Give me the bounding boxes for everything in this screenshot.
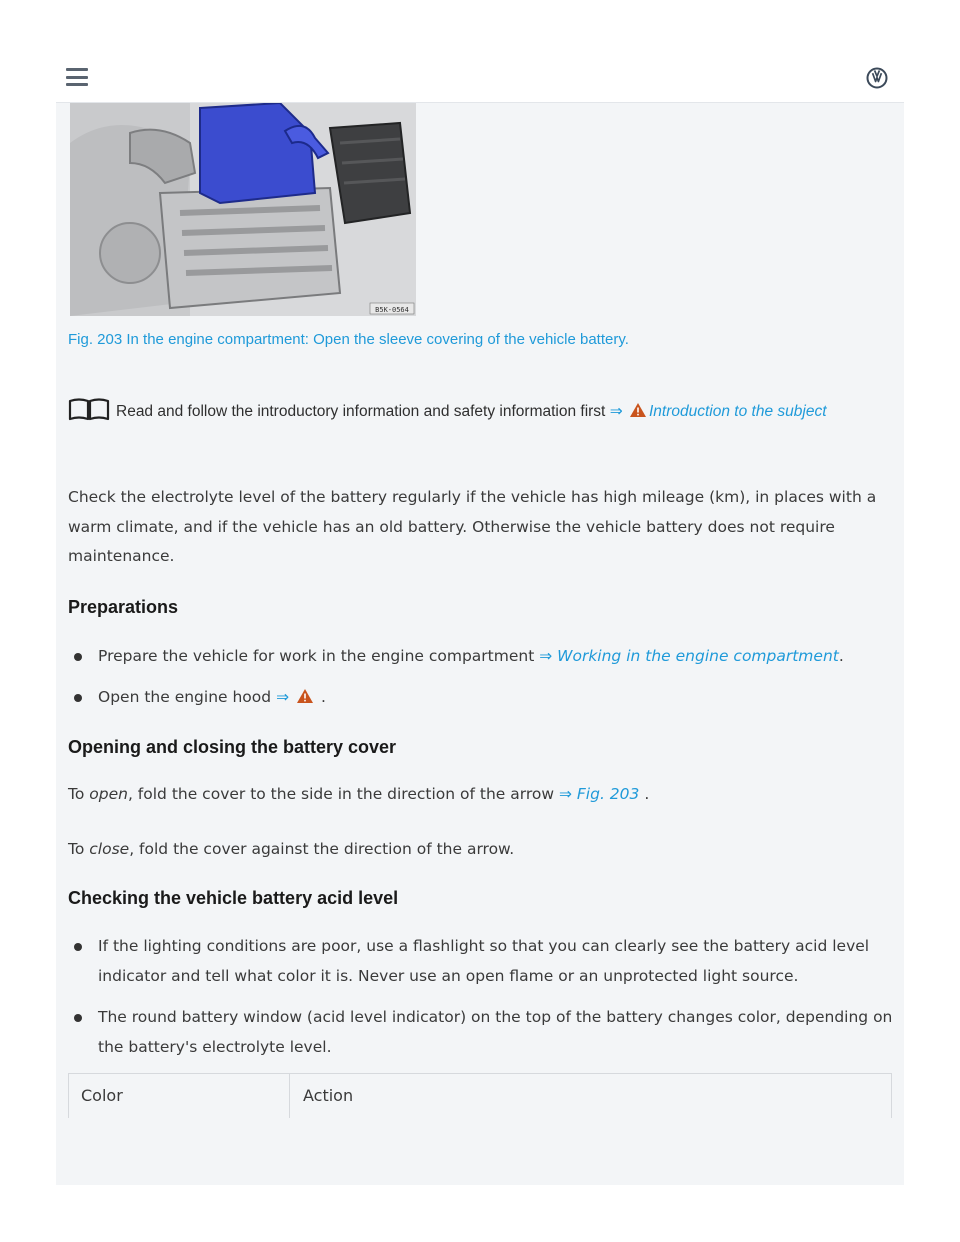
menu-icon[interactable] (66, 68, 88, 86)
intro-arrow: ⇒ (609, 403, 623, 420)
close-prefix: To (68, 840, 85, 858)
figure-caption: Fig. 203 In the engine compartment: Open the sleeve covering of the vehicle battery. (68, 331, 629, 348)
intro-link[interactable]: Introduction to the subject (649, 403, 827, 420)
warning-triangle-icon (629, 402, 647, 418)
table-header-color: Color (81, 1086, 123, 1105)
list-item: The round battery window (acid level indicator) on the top of the battery changes color, depending on the battery's electrolyte level. (98, 1003, 898, 1062)
prep-item1-link[interactable]: ⇒ Working in the engine compartment (539, 647, 839, 665)
open-word: open (89, 785, 128, 803)
prep-item2-text: Open the engine hood (98, 688, 272, 706)
fig-203-link[interactable]: ⇒ Fig. 203 (558, 785, 640, 803)
book-icon (68, 397, 110, 421)
close-word: close (89, 840, 130, 858)
engine-illustration (70, 103, 416, 316)
prep-item1-end: . (838, 647, 844, 665)
table-header-action: Action (303, 1086, 354, 1105)
close-text: , fold the cover against the direction of the arrow. (129, 840, 515, 858)
prep-item2-arrow[interactable]: ⇒ (276, 688, 290, 706)
heading-acid-level: Checking the vehicle battery acid level (68, 888, 399, 908)
list-item: If the lighting conditions are poor, use a flashlight so that you can clearly see the battery acid level indicator and tell what color it is. Never use an open flame or an unprotected light source. (98, 932, 898, 991)
vw-logo-icon[interactable] (866, 67, 888, 89)
manual-page (56, 103, 904, 1185)
figure-code: B5K-0564 (375, 306, 409, 314)
prep-item1-text: Prepare the vehicle for work in the engine compartment (98, 647, 535, 665)
engine-compartment-figure (70, 103, 416, 316)
open-prefix: To (68, 785, 85, 803)
list-item (98, 683, 898, 713)
open-instruction (68, 780, 898, 810)
heading-preparations: Preparations (68, 597, 179, 617)
open-text: , fold the cover to the side in the direction of the arrow (127, 785, 555, 803)
open-end: . (644, 785, 650, 803)
warning-triangle-icon[interactable] (296, 688, 314, 704)
close-instruction (68, 835, 898, 865)
acid-level-table (68, 1073, 892, 1118)
intro-note (68, 397, 898, 425)
prep-item2-end: . (320, 688, 326, 706)
top-bar (56, 52, 904, 103)
list-item (98, 642, 898, 672)
intro-text: Read and follow the introductory information and safety information first (116, 403, 606, 420)
table-divider (289, 1074, 290, 1118)
electrolyte-paragraph: Check the electrolyte level of the battery regularly if the vehicle has high mileage (km), in places with a warm climate, and if the vehicle has an old battery. Otherwise the vehicle battery does not require maintenance. (68, 488, 877, 565)
heading-battery-cover: Opening and closing the battery cover (68, 737, 397, 757)
